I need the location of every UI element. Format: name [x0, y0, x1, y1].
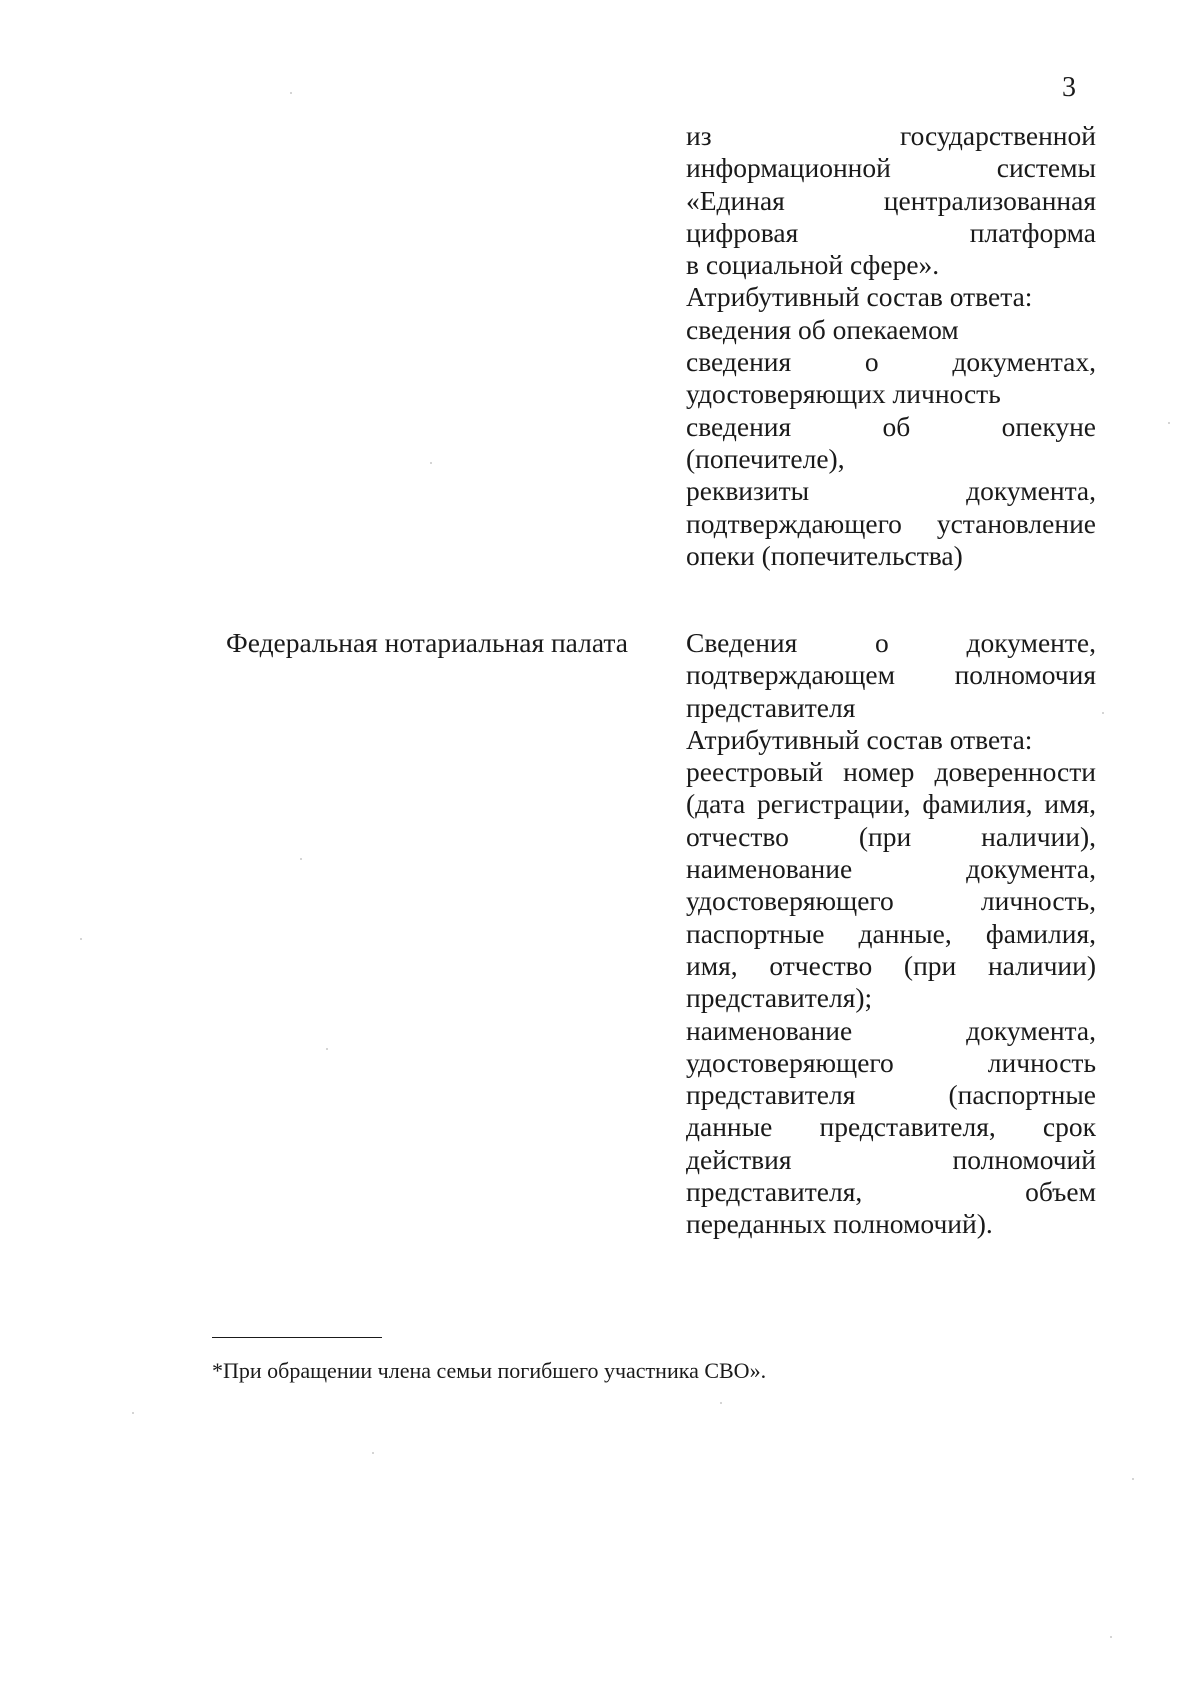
scan-speck: [1132, 1478, 1134, 1480]
text-line: реквизиты документа,: [686, 475, 1096, 507]
response-attributes-guardianship: [686, 120, 1096, 572]
scan-speck: [300, 858, 302, 860]
response-attributes-representative: [686, 627, 1096, 1241]
text-line: в социальной сфере».: [686, 249, 940, 281]
text-line: действия полномочий: [686, 1143, 1096, 1175]
text-line: из государственной: [686, 120, 1096, 151]
text-line: удостоверяющего личность,: [686, 885, 1096, 917]
scan-speck: [326, 1048, 328, 1050]
text-line: имя, отчество (при наличии): [686, 949, 1096, 981]
text-line: удостоверяющих личность: [686, 378, 1001, 410]
text-line: реестровый номер доверенности: [686, 756, 1096, 788]
text-line: представителя (паспортные: [686, 1079, 1096, 1111]
scan-speck: [1168, 422, 1170, 424]
text-line: (дата регистрации, фамилия, имя,: [686, 788, 1096, 820]
page-number: 3: [1062, 72, 1076, 103]
text-line: наименование документа,: [686, 1014, 1096, 1046]
text-line: данные представителя, срок: [686, 1111, 1096, 1143]
scan-speck: [80, 938, 82, 940]
scan-speck: [1110, 1636, 1112, 1638]
text-line: представителя, объем: [686, 1176, 1096, 1208]
text-line: подтверждающем полномочия: [686, 659, 1096, 691]
text-line: представителя: [686, 691, 856, 723]
scan-speck: [1102, 712, 1104, 714]
text-line: сведения об опекаемом: [686, 313, 959, 345]
scan-speck: [720, 1402, 722, 1404]
text-line: представителя);: [686, 982, 873, 1014]
text-line: «Единая централизованная: [686, 184, 1096, 216]
text-line: Атрибутивный состав ответа:: [686, 723, 1033, 755]
text-line: сведения об опекуне: [686, 410, 1096, 442]
footnote: *При обращении члена семьи погибшего участника СВО».: [212, 1358, 767, 1383]
text-line: (попечителе),: [686, 442, 845, 474]
text-line: переданных полномочий).: [686, 1208, 993, 1240]
text-line: отчество (при наличии),: [686, 820, 1096, 852]
footnote-separator: [212, 1337, 382, 1338]
text-line: удостоверяющего личность: [686, 1046, 1096, 1078]
text-line: цифровая платформа: [686, 216, 1096, 248]
scan-speck: [290, 92, 292, 94]
text-line: подтверждающего установление: [686, 507, 1096, 539]
text-line: Сведения о документе,: [686, 627, 1096, 658]
text-line: паспортные данные, фамилия,: [686, 917, 1096, 949]
scan-speck: [132, 1412, 134, 1414]
text-line: сведения о документах,: [686, 346, 1096, 378]
text-line: информационной системы: [686, 152, 1096, 184]
scan-speck: [430, 462, 432, 464]
text-line: Атрибутивный состав ответа:: [686, 281, 1033, 313]
organization-name: Федеральная нотариальная палата: [226, 627, 628, 658]
scan-speck: [372, 1452, 374, 1454]
text-line: наименование документа,: [686, 853, 1096, 885]
text-line: опеки (попечительства): [686, 539, 963, 571]
